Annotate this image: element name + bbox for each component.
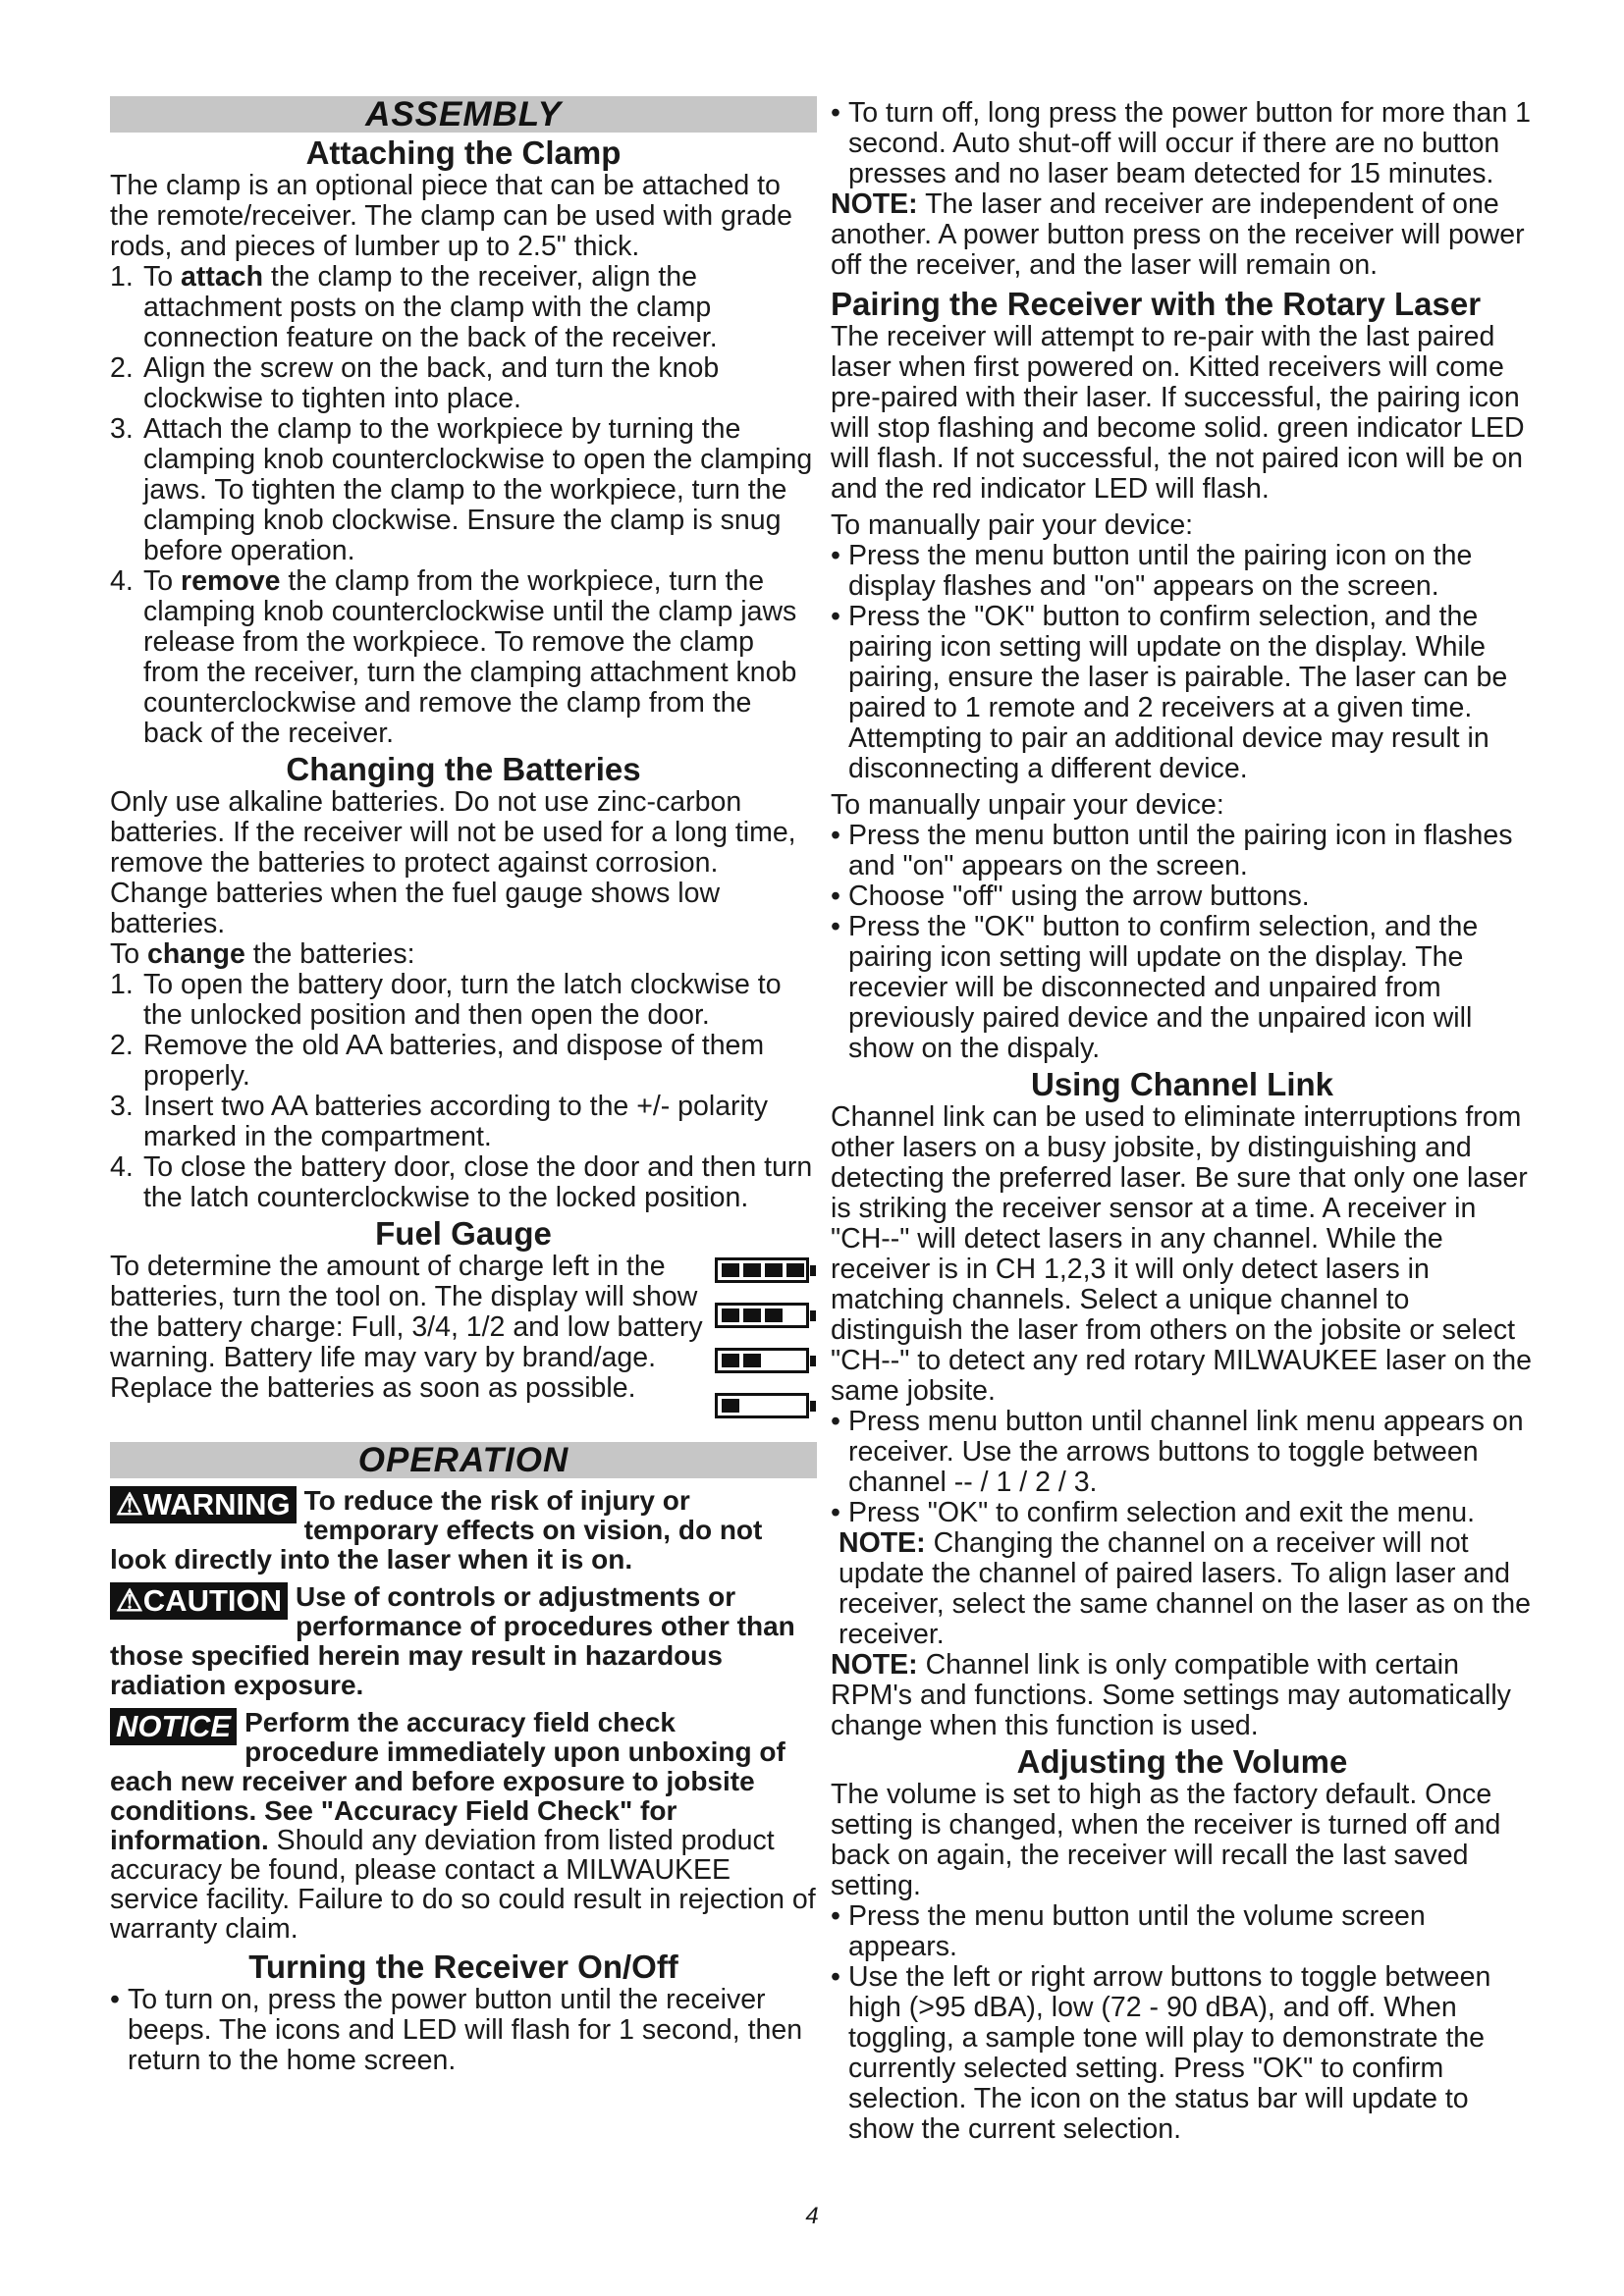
- page-number: 4: [805, 2203, 819, 2229]
- unpair-title: To manually unpair your device:: [831, 789, 1224, 821]
- caution-block: [110, 1582, 817, 1700]
- battery-segment: [765, 1263, 783, 1277]
- onoff-note: NOTE: The laser and receiver are independent of one another. A power button press on the receiver will power off the receiver, and the laser will remain on.: [831, 188, 1525, 281]
- channel-bullet: • Press menu button until channel link menu appears on receiver. Use the arrows buttons to toggle between channel -- / 1 / 2 / 3.: [831, 1406, 1524, 1498]
- warning-block: [110, 1486, 817, 1575]
- battery-low-icon: [715, 1393, 809, 1418]
- pairing-heading: Pairing the Receiver with the Rotary Laser: [831, 286, 1482, 322]
- notice-text: Should any deviation from listed product accuracy be found, please contact a MILWAUKEE service facility. Failure to do so could result in rejection of warranty claim.: [110, 1825, 816, 1945]
- volume-bullet: • Press the menu button until the volume screen appears.: [831, 1900, 1426, 1962]
- caution-text: Use of controls or adjustments or performance of procedures other than those specified herein may result in hazardous radiation exposure.: [110, 1581, 795, 1700]
- channel-note: NOTE: Changing the channel on a receiver will not update the channel of paired lasers. To align laser and receiver, select the same channel on the laser as on the receiver.: [839, 1527, 1531, 1650]
- battery-step: 3. Insert two AA batteries according to the +/- polarity marked in the compartment.: [110, 1091, 769, 1152]
- batteries-intro: Only use alkaline batteries. Do not use zinc-carbon batteries. If the receiver will not be used for a long time, remove the batteries to protect against corrosion. Change batteries when the fuel gauge shows low batteries.: [110, 786, 796, 939]
- notice-signal-word: NOTICE: [110, 1708, 237, 1745]
- fuel-text: To determine the amount of charge left in the batteries, turn the tool on. The display will show the battery charge: Full, 3/4, 1/2 and low battery warning. Battery life may vary by brand/age. Replace the batteries as soon as possible.: [110, 1251, 703, 1404]
- assembly-banner: ASSEMBLY: [110, 96, 817, 133]
- battery-step: 2. Remove the old AA batteries, and dispose of them properly.: [110, 1030, 765, 1092]
- channel-intro: Channel link can be used to eliminate interruptions from other lasers on a busy jobsite, by distinguishing and detecting the preferred laser. Be sure that only one laser is striking the receiver sensor at a time. A receiver in "CH--" will detect lasers in any channel. While the receiver is in CH 1,2,3 it will only detect lasers in matching channels. Select a unique channel to distinguish the laser from others on the jobsite or select "CH--" to detect any red rotary MILWAUKEE laser on the same jobsite.: [831, 1101, 1532, 1407]
- clamp-step: 4. To remove the clamp from the workpiece, turn the clamping knob counterclockwise until the clamp jaws release from the workpiece. To remove the clamp from the receiver, turn the clamping attachment knob counterclockwise and remove the clamp from the back of the receiver.: [110, 565, 797, 749]
- battery-segment: [765, 1308, 783, 1322]
- batteries-to-change: To change the batteries:: [110, 938, 415, 970]
- clamp-heading: Attaching the Clamp: [305, 134, 622, 171]
- volume-heading: Adjusting the Volume: [1016, 1743, 1348, 1780]
- unpair-bullet: • Press the menu button until the pairing icon in flashes and "on" appears on the screen.: [831, 820, 1513, 881]
- battery-segment: [722, 1263, 739, 1277]
- notice-block: [110, 1708, 817, 1944]
- warning-signal-word: ⚠WARNING: [110, 1486, 297, 1523]
- pairing-intro: The receiver will attempt to re-pair with the last paired laser when first powered on. Kitted receivers will come pre-paired with their laser. If successful, the pairing icon will stop flashing and become solid. green indicator LED will flash. If not successful, the not paired icon will be on and the red indicator LED will flash.: [831, 321, 1525, 505]
- volume-bullet: • Use the left or right arrow buttons to toggle between high (>95 dBA), low (72 - 90 dBA), and off. When toggling, a sample tone will play to demonstrate the currently selected setting. Press "OK" to confirm selection. The icon on the status bar will update to show the current selection.: [831, 1961, 1491, 2145]
- battery-full-icon: [715, 1257, 809, 1283]
- clamp-intro: The clamp is an optional piece that can be attached to the remote/receiver. The clamp can be used with grade rods, and pieces of lumber up to 2.5" thick.: [110, 170, 792, 262]
- pair-bullet: • Press the menu button until the pairing icon on the display flashes and "on" appears on the screen.: [831, 540, 1473, 602]
- operation-banner: OPERATION: [110, 1442, 817, 1478]
- battery-step: 1. To open the battery door, turn the latch clockwise to the unlocked position and then open the door.: [110, 969, 782, 1031]
- unpair-bullet: • Choose "off" using the arrow buttons.: [831, 881, 1310, 912]
- battery-segment: [743, 1354, 761, 1367]
- battery-segment: [722, 1308, 739, 1322]
- notice-bold-text: Perform the accuracy field check procedure immediately upon unboxing of each new receiver and before exposure to jobsite conditions. See "Accuracy Field Check" for information.: [110, 1707, 785, 1855]
- pair-title: To manually pair your device:: [831, 509, 1194, 541]
- onoff-bullet: • To turn off, long press the power button for more than 1 second. Auto shut-off will occur if there are no button presses and no laser beam detected for 15 minutes.: [831, 97, 1531, 189]
- battery-step: 4. To close the battery door, close the door and then turn the latch counterclockwise to the locked position.: [110, 1151, 813, 1213]
- pair-bullet: • Press the "OK" button to confirm selection, and the pairing icon setting will update on the display. While pairing, ensure the laser is pairable. The laser can be paired to 1 remote and 2 receivers at a given time. Attempting to pair an additional device may result in disconnecting a different device.: [831, 601, 1508, 784]
- onoff-heading: Turning the Receiver On/Off: [248, 1949, 678, 1985]
- battery-segment: [722, 1399, 739, 1413]
- warning-text: To reduce the risk of injury or temporary effects on vision, do not look directly into the laser when it is on.: [110, 1485, 763, 1575]
- batteries-heading: Changing the Batteries: [286, 751, 641, 787]
- battery-segment: [743, 1308, 761, 1322]
- unpair-bullet: • Press the "OK" button to confirm selection, and the pairing icon setting will update on the display. The recevier will be disconnected and unpaired from previously paired device and the unpaired icon will show on the dispaly.: [831, 911, 1479, 1064]
- caution-signal-word: ⚠CAUTION: [110, 1582, 288, 1620]
- battery-segment: [743, 1263, 761, 1277]
- battery-segment: [786, 1263, 804, 1277]
- fuel-heading: Fuel Gauge: [375, 1215, 552, 1252]
- channel-bullet: • Press "OK" to confirm selection and exit the menu.: [831, 1497, 1476, 1528]
- clamp-step: 2. Align the screw on the back, and turn the knob clockwise to tighten into place.: [110, 352, 720, 414]
- battery-icons: [709, 1252, 817, 1438]
- battery-segment: [722, 1354, 739, 1367]
- battery-three-quarter-icon: [715, 1303, 809, 1328]
- battery-half-icon: [715, 1348, 809, 1373]
- left-column: [110, 96, 817, 2076]
- volume-intro: The volume is set to high as the factory default. Once setting is changed, when the receiver is turned off and back on again, the receiver will recall the last saved setting.: [831, 1779, 1501, 1901]
- fuel-gauge-section: [110, 1252, 817, 1438]
- channel-heading: Using Channel Link: [1030, 1066, 1334, 1102]
- right-column: [831, 98, 1534, 2145]
- clamp-step: 3. Attach the clamp to the workpiece by turning the clamping knob counterclockwise to open the clamping jaws. To tighten the clamp to the workpiece, turn the clamping knob clockwise. Ensure the clamp is snug before operation.: [110, 413, 813, 566]
- channel-note: NOTE: Channel link is only compatible with certain RPM's and functions. Some settings may automatically change when this function is used.: [831, 1649, 1511, 1741]
- clamp-step: 1. To attach the clamp to the receiver, align the attachment posts on the clamp with the clamp connection feature on the back of the receiver.: [110, 261, 718, 353]
- onoff-bullet: • To turn on, press the power button until the receiver beeps. The icons and LED will flash for 1 second, then return to the home screen.: [110, 1984, 803, 2076]
